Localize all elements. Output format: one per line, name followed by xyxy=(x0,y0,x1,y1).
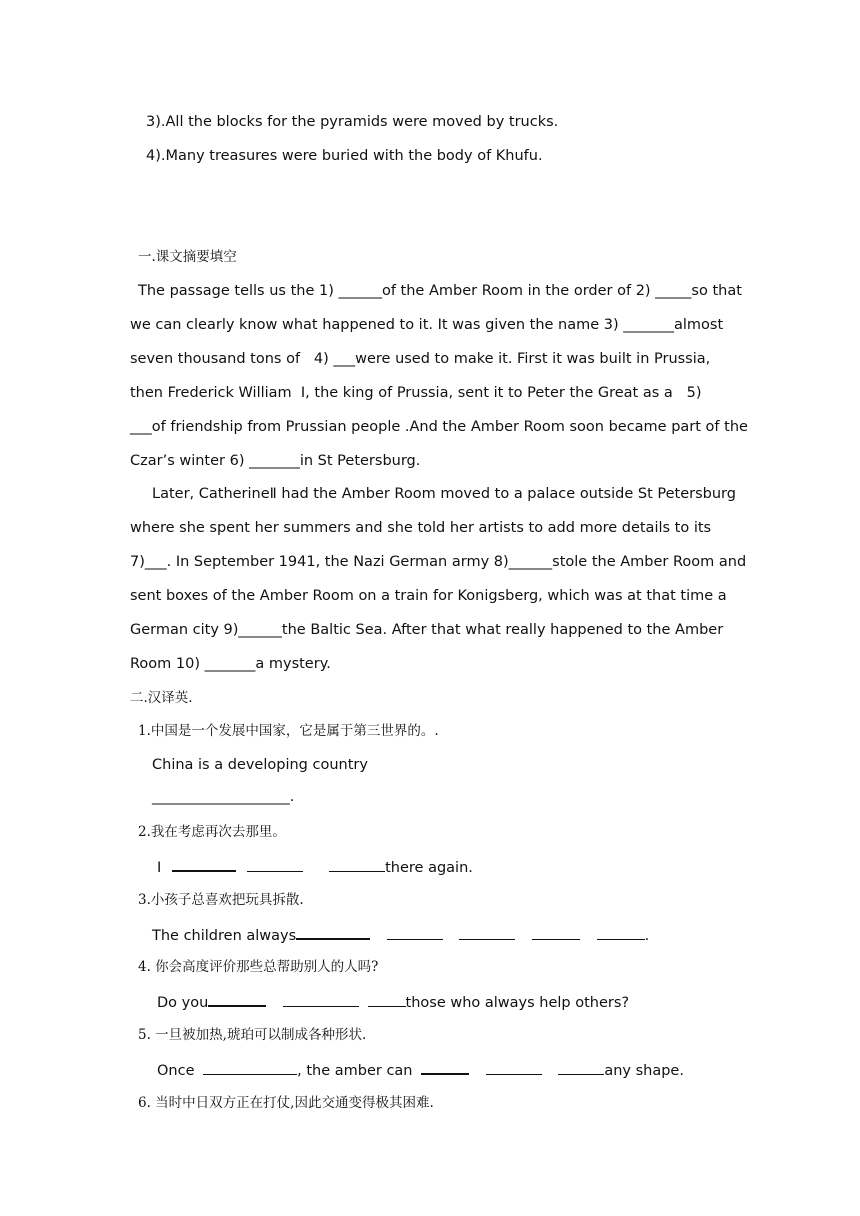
q3-english xyxy=(152,924,649,946)
q3-blank-3 xyxy=(459,925,515,940)
q2-english xyxy=(157,856,473,878)
q3-chinese: 3.小孩子总喜欢把玩具拆散. xyxy=(138,892,304,908)
statement-3: 3).All the blocks for the pyramids were moved by trucks. xyxy=(146,114,559,130)
section2-heading: 二.汉译英. xyxy=(130,690,193,706)
section1-heading: 一.课文摘要填空 xyxy=(138,249,237,265)
q5-middle: , the amber can xyxy=(297,1063,413,1079)
q5-suffix: any shape. xyxy=(604,1063,684,1079)
q4-blank-2 xyxy=(283,992,359,1007)
q2-chinese: 2.我在考虑再次去那里。 xyxy=(138,824,286,840)
statement-4: 4).Many treasures were buried with the body of Khufu. xyxy=(146,148,543,164)
q2-blank-1 xyxy=(172,856,236,872)
summary-p2-line6: Room 10) _______a mystery. xyxy=(130,656,331,672)
q5-blank-4 xyxy=(558,1060,604,1075)
q4-suffix: those who always help others? xyxy=(405,995,630,1011)
q5-blank-3 xyxy=(486,1060,542,1075)
q3-blank-4 xyxy=(532,925,580,940)
q4-english xyxy=(157,991,629,1013)
summary-p2-line2: where she spent her summers and she told her artists to add more details to its xyxy=(130,520,712,536)
q4-blank-1 xyxy=(208,991,266,1007)
q5-chinese: 5. 一旦被加热,琥珀可以制成各种形状. xyxy=(138,1027,367,1043)
q3-blank-2 xyxy=(387,925,443,940)
q2-suffix: there again. xyxy=(385,860,473,876)
summary-p1-line3: seven thousand tons of 4) ___were used to make it. First it was built in Prussia, xyxy=(130,351,711,367)
q3-suffix: . xyxy=(644,928,650,944)
q1-blank: ___________________. xyxy=(152,789,295,805)
q5-blank-1 xyxy=(203,1060,297,1075)
q2-blank-2 xyxy=(247,857,303,872)
q5-blank-2 xyxy=(421,1059,469,1075)
q1-chinese: 1.中国是一个发展中国家，它是属于第三世界的。. xyxy=(138,723,439,739)
q3-prefix: The children always xyxy=(152,928,297,944)
summary-p1-line4: then Frederick William Ⅰ, the king of Prussia, sent it to Peter the Great as a 5) xyxy=(130,385,702,401)
q6-chinese: 6. 当时中日双方正在打仗,因此交通变得极其困难. xyxy=(138,1095,434,1111)
summary-p2-line4: sent boxes of the Amber Room on a train for Konigsberg, which was at that time a xyxy=(130,588,727,604)
q4-prefix: Do you xyxy=(157,995,209,1011)
q3-blank-5 xyxy=(597,925,645,940)
summary-p2-line3: 7)___. In September 1941, the Nazi German army 8)______stole the Amber Room and xyxy=(130,554,747,570)
q5-english xyxy=(157,1059,684,1081)
summary-p1-line1: The passage tells us the 1) ______of the Amber Room in the order of 2) _____so that xyxy=(138,283,742,299)
q1-english: China is a developing country xyxy=(152,757,368,773)
summary-p2-line5: German city 9)______the Baltic Sea. After that what really happened to the Amber xyxy=(130,622,724,638)
q5-prefix: Once xyxy=(157,1063,195,1079)
summary-p1-line5: ___of friendship from Prussian people .And the Amber Room soon became part of the xyxy=(130,419,748,435)
summary-p2-line1: Later, CatherineⅡ had the Amber Room moved to a palace outside St Petersburg xyxy=(152,486,736,502)
summary-p1-line6: Czar’s winter 6) _______in St Petersburg. xyxy=(130,453,421,469)
q2-blank-3 xyxy=(329,857,385,872)
q2-prefix: I xyxy=(157,860,162,876)
summary-p1-line2: we can clearly know what happened to it. It was given the name 3) _______almost xyxy=(130,317,724,333)
q4-chinese: 4. 你会高度评价那些总帮助别人的人吗? xyxy=(138,959,379,975)
q3-blank-1 xyxy=(296,924,370,940)
q4-blank-3 xyxy=(368,992,406,1007)
